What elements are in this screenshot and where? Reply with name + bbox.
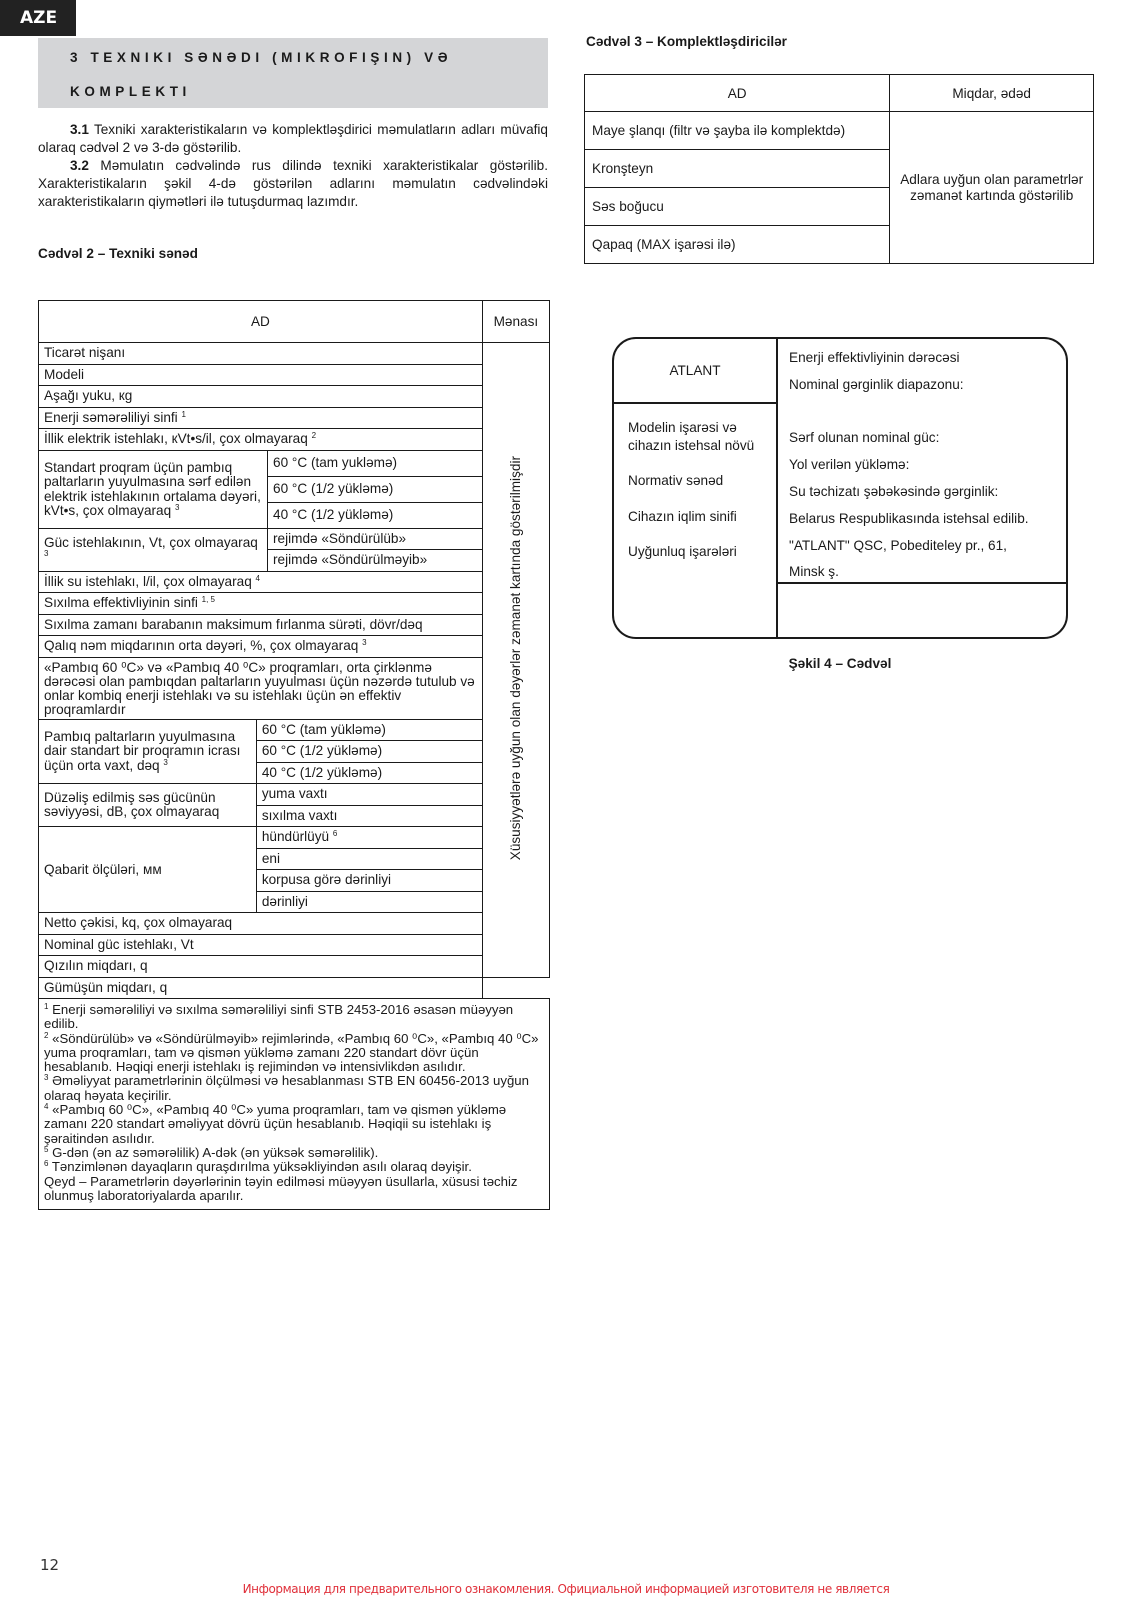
group-label: Standart proqram üçün pambıq paltarların yuyulmasına sərf edilən elektrik istehlakının ortalama dəyəri, kVt•s, çox olmayaraq $^3$ [39, 450, 268, 528]
row-label: Modeli [39, 364, 483, 386]
table-row [39, 364, 550, 386]
footnote: $^4$ «Pambıq 60 ⁰C», «Pambıq 40 ⁰C» yuma proqramları, tam və qismən yükləmə zamanı 220 standart əməliyyat dövrü üçün hesablanıb. Həqiqii su istehlakı iş şəraitindən asılıdır. [44, 1102, 507, 1146]
rating-plate-figure [612, 337, 1068, 639]
sub-row-label: 60 °C (tam yükləmə) [256, 719, 482, 741]
merged-quantity: Adlara uyğun olan parametrlər zəmanət kartında göstərilib [890, 112, 1094, 264]
figure4-caption: Şəkil 4 – Cədvəl [788, 656, 892, 671]
row-label: İllik elektrik istehlakı, кVt•s/il, çox olmayaraq $^2$ [39, 429, 483, 451]
sub-row-label: hündürlüyü $^6$ [256, 827, 482, 849]
row-label: Qızılın miqdarı, q [39, 956, 483, 978]
paragraph-text: Məmulatın cədvəlində rus dilində texniki xarakteristikalar göstərilib. Xarakteristikaların şəkil 4-də göstərilən adlarını məmulatın cədvəlindəki xarakteristikaların qiymətləri ilə tutuşdurmaq lazımdır. [38, 158, 548, 209]
table-header [39, 301, 550, 343]
plate-line [789, 399, 1066, 426]
plate-line: Belarus Respublikasında istehsal edilib. [789, 510, 1029, 526]
sub-row-label: rejimdə «Söndürülməyib» [268, 550, 483, 572]
table-row [39, 956, 550, 978]
header-name: AD [585, 75, 890, 112]
table-row [39, 614, 550, 636]
sub-row-label: 40 °C (1/2 yükləmə) [268, 502, 483, 528]
sub-row-label: eni [256, 848, 482, 870]
table3-caption: Cədvəl 3 – Komplektləşdiricilər [586, 34, 787, 49]
plate-line: Yol verilən yükləmə: [789, 457, 910, 473]
row-label: Aşağı yuku, кg [39, 386, 483, 408]
section-heading [38, 38, 548, 108]
plate-item: Cihazın iqlim sinifi [628, 508, 737, 524]
accessory-name: Səs boğucu [585, 188, 890, 226]
row-label: Ticarət nişanı [39, 343, 483, 365]
table-row [39, 343, 550, 365]
paragraph-number: 3.2 [70, 158, 89, 173]
sub-row-label: korpusa görə dərinliyi [256, 870, 482, 892]
table-row [39, 719, 550, 741]
footnote: $^3$ Əməliyyat parametrlərinin ölçülməsi və hesablanması STB EN 60456-2013 uyğun olaraq həyata keçirilir. [44, 1073, 529, 1103]
table-row [39, 827, 550, 849]
sub-row-label: 40 °C (1/2 yükləmə) [256, 762, 482, 784]
group-label: Düzəliş edilmiş səs gücünün səviyyəsi, dB, çox olmayaraq [39, 784, 257, 827]
plate-item: Modelin işarəsi və cihazın istehsal növü [628, 420, 755, 453]
language-tab: AZE [0, 0, 76, 36]
table-row [39, 450, 550, 476]
brand-name: ATLANT [614, 339, 776, 404]
sub-row-label: 60 °C (1/2 yükləmə) [256, 741, 482, 763]
row-label: İllik su istehlakı, l/il, çox olmayaraq $^4$ [39, 571, 483, 593]
table-row [585, 112, 1094, 150]
row-label: «Pambıq 60 ⁰C» və «Pambıq 40 ⁰C» proqramları, orta çirklənmə dərəcəsi olan pambıqdan paltarların yuyulması üçün nəzərdə tutulub və onlar kombiq enerji istehlakı və su istehlakı üçün ən effektiv proqramlardır [39, 657, 483, 719]
group-label: Güc istehlakının, Vt, çox olmayaraq $^3$ [39, 528, 268, 571]
table-row [39, 784, 550, 806]
row-label: Gümüşün miqdarı, q [39, 977, 483, 999]
merged-value-cell [482, 343, 549, 978]
table-header [585, 75, 1094, 112]
table-row [39, 636, 550, 658]
footnote: $^5$ G-dən (ən az səmərəlilik) A-dək (ən yüksək səmərəlilik). [44, 1144, 379, 1160]
rating-plate-left [614, 339, 778, 637]
sub-row-label: rejimdə «Söndürülüb» [268, 528, 483, 550]
row-label: Qalıq nəm miqdarının orta dəyəri, %, çox olmayaraq $^3$ [39, 636, 483, 658]
merged-value-text: Xüsusiyyətlərə uyğun olan dəyərlər zəmanət kartında göstərilmişdir [507, 456, 523, 861]
table-row [39, 386, 550, 408]
row-label: Enerji səmərəliliyi sinfi $^1$ [39, 407, 483, 429]
table-row [39, 407, 550, 429]
footnote: $^6$ Tənzimlənən dayaqların quraşdırılma yüksəkliyindən asılı olaraq dəyişir. [44, 1159, 472, 1175]
row-label: Netto çəkisi, kq, çox olmayaraq [39, 913, 483, 935]
plate-item: Uyğunluq işarələri [628, 544, 737, 559]
note-qeyd: Qeyd – Parametrlərin dəyərlərinin təyin edilməsi müəyyən üsullarla, xüsusi təchiz olunmuş laboratoriyalarda aparılır. [44, 1173, 518, 1203]
plate-line: Su təchizatı şəbəkəsində gərginlik: [789, 483, 999, 499]
table-row [39, 528, 550, 550]
table-row [39, 913, 550, 935]
technical-table [38, 300, 550, 1210]
plate-item: Normativ sənəd [628, 473, 724, 488]
table-row [39, 657, 550, 719]
section-title-line2: KOMPLEKTI [70, 84, 191, 99]
group-label: Qabarit ölçüləri, мм [39, 827, 257, 913]
plate-line: Minsk ş. [789, 564, 839, 580]
table-row [39, 593, 550, 615]
footnote: $^2$ «Söndürülüb» və «Söndürülməyib» rejimlərində, «Pambıq 60 ⁰C», «Pambıq 40 ⁰C» yuma proqramları, tam və qismən yükləmə zamanı 220 standart dövr üçün hesablanıb. Həqiqi enerji istehlakı iş rejimindən və intensivlikdən asılıdır. [44, 1030, 539, 1075]
accessory-name: Kronşteyn [585, 150, 890, 188]
table-row [39, 429, 550, 451]
disclaimer: Информация для предварительного ознакомления. Официальной информацией изготовителя не является [242, 1582, 890, 1596]
paragraph-3-2 [38, 157, 548, 211]
row-label: Sıxılma effektivliyinin sinfi $^{1, 5}$ [39, 593, 483, 615]
plate-line: "ATLANT" QSC, Pobediteley pr., 61, [789, 537, 1007, 553]
plate-line: Nominal gərginlik diapazonu: [789, 376, 964, 392]
sub-row-label: 60 °C (tam yukləmə) [268, 450, 483, 476]
accessories-table [584, 74, 1094, 264]
row-label: Nominal güc istehlakı, Vt [39, 934, 483, 956]
table-row [39, 977, 550, 999]
footnotes-row [39, 999, 550, 1210]
footnote: $^1$ Enerji səmərəliliyi və sıxılma səmərəliliyi sinfi STB 2453-2016 əsasən müəyyən edilib. [44, 1002, 514, 1032]
sub-row-label: sıxılma vaxtı [256, 805, 482, 827]
header-value: Mənası [482, 301, 549, 343]
table-row [39, 934, 550, 956]
plate-line: Enerji effektivliyinin dərəcəsi [789, 350, 960, 365]
accessory-name: Qapaq (MAX işarəsi ilə) [585, 226, 890, 264]
page-number: 12 [40, 1556, 60, 1574]
footnotes [39, 999, 550, 1210]
paragraph-text: Texniki xarakteristikaların və komplektləşdirici məmulatların adları müvafiq olaraq cədvəl 2 və 3-də göstərilib. [38, 122, 548, 155]
plate-line: Sərf olunan nominal güc: [789, 430, 940, 446]
intro-text [38, 121, 548, 211]
paragraph-number: 3.1 [70, 122, 89, 137]
header-quantity: Miqdar, ədəd [890, 75, 1094, 112]
sub-row-label: 60 °C (1/2 yükləmə) [268, 476, 483, 502]
accessory-name: Maye şlanqı (filtr və şayba ilə komplektdə) [585, 112, 890, 150]
header-name: AD [39, 301, 483, 343]
sub-row-label: yuma vaxtı [256, 784, 482, 806]
table2-caption: Cədvəl 2 – Texniki sənəd [38, 246, 198, 261]
rating-plate-right [778, 339, 1066, 584]
table-row [39, 571, 550, 593]
section-title-line1: 3 TEXNIKI SƏNƏDI (MIKROFIŞIN) VƏ [70, 50, 453, 65]
row-label: Sıxılma zamanı barabanın maksimum fırlanma sürəti, dövr/dəq [39, 614, 483, 636]
paragraph-3-1 [38, 121, 548, 157]
group-label: Pambıq paltarların yuyulmasına dair standart bir proqramın icrası üçün orta vaxt, dəq $^3$ [39, 719, 257, 784]
sub-row-label: dərinliyi [256, 891, 482, 913]
